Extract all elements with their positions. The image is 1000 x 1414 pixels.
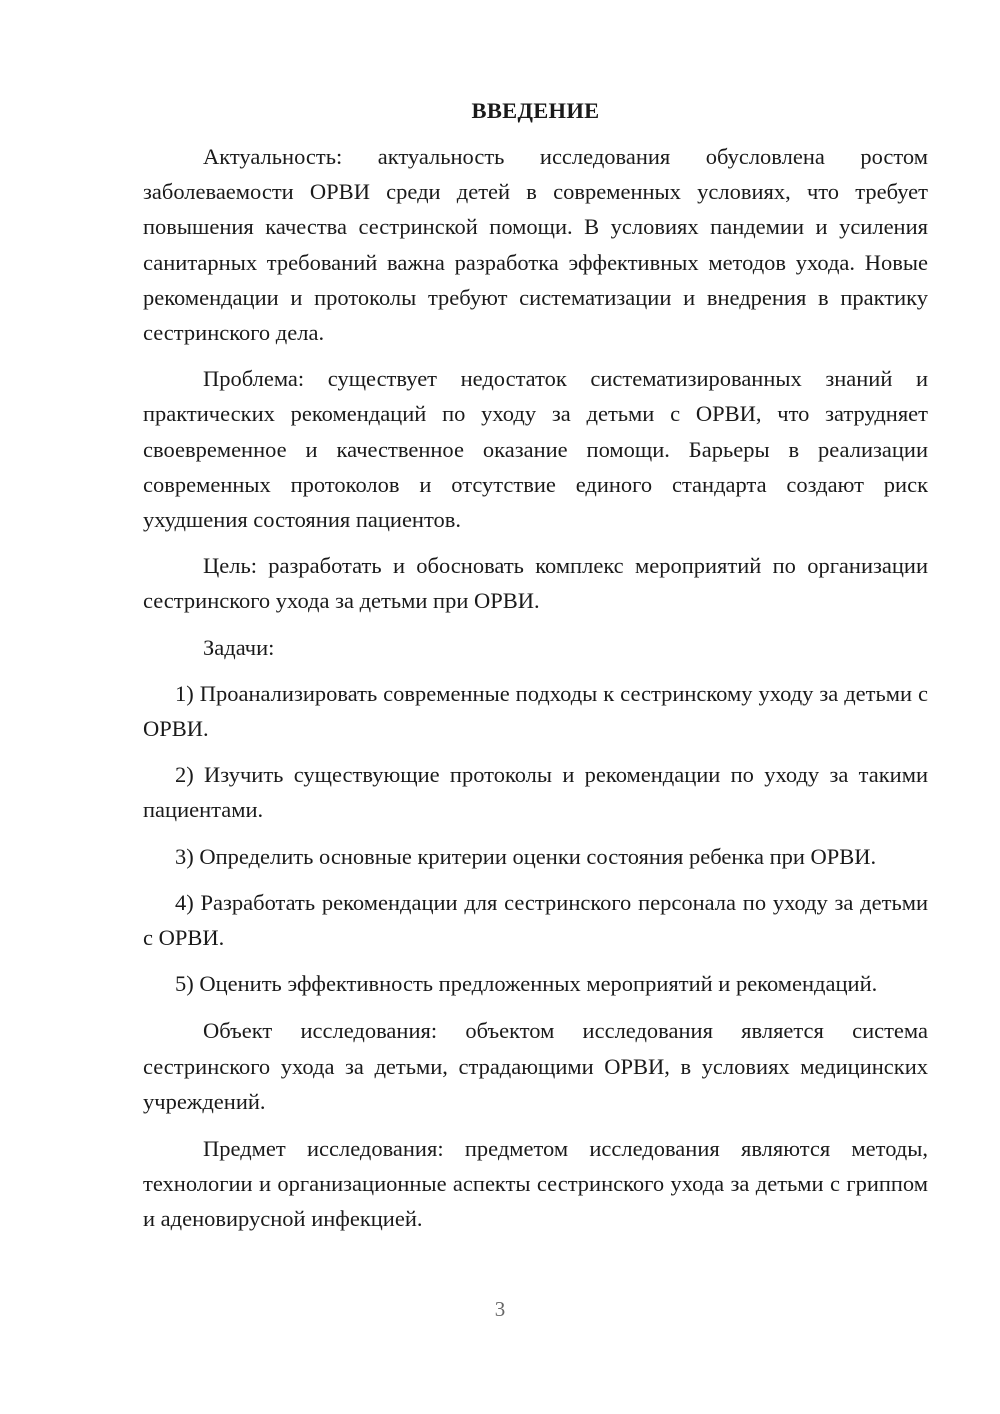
paragraph-goal: Цель: разработать и обосновать комплекс мероприятий по организации сестринского ухода за детьми при ОРВИ.: [143, 553, 928, 614]
page-number: 3: [494, 1297, 506, 1321]
task-item-3: 3) Определить основные критерии оценки состояния ребенка при ОРВИ.: [175, 843, 877, 869]
page-title: ВВЕДЕНИЕ: [471, 98, 600, 123]
paragraph-relevance: Актуальность: актуальность исследования обусловлена ростом заболеваемости ОРВИ среди детей в современных условиях, что требует повышения качества сестринской помощи. В условиях пандемии и усиления санитарных требований важна разработка эффективных методов ухода. Новые рекомендации и протоколы требуют систематизации и внедрения в практику сестринского дела.: [143, 144, 928, 346]
paragraph-subject: Предмет исследования: предметом исследования являются методы, технологии и организационные аспекты сестринского ухода за детьми с гриппом и аденовирусной инфекцией.: [143, 1136, 928, 1232]
task-item-5: 5) Оценить эффективность предложенных мероприятий и рекомендаций.: [175, 971, 878, 997]
paragraph-object: Объект исследования: объектом исследования является система сестринского ухода за детьми, страдающими ОРВИ, в условиях медицинских учреждений.: [143, 1018, 928, 1114]
task-item-4: 4) Разработать рекомендации для сестринского персонала по уходу за детьми с ОРВИ.: [143, 889, 928, 951]
page-content: [143, 96, 928, 1237]
tasks-label: Задачи:: [203, 634, 275, 660]
paragraph-problem: Проблема: существует недостаток систематизированных знаний и практических рекомендаций по уходу за детьми с ОРВИ, что затрудняет своевременное и качественное оказание помощи. Барьеры в реализации современных протоколов и отсутствие единого стандарта создают риск ухудшения состояния пациентов.: [143, 366, 928, 533]
tasks-list: [143, 676, 928, 1002]
task-item-2: 2) Изучить существующие протоколы и рекомендации по уходу за такими пациентами.: [143, 762, 928, 823]
task-item-1: 1) Проанализировать современные подходы к сестринскому уходу за детьми с ОРВИ.: [143, 680, 928, 742]
